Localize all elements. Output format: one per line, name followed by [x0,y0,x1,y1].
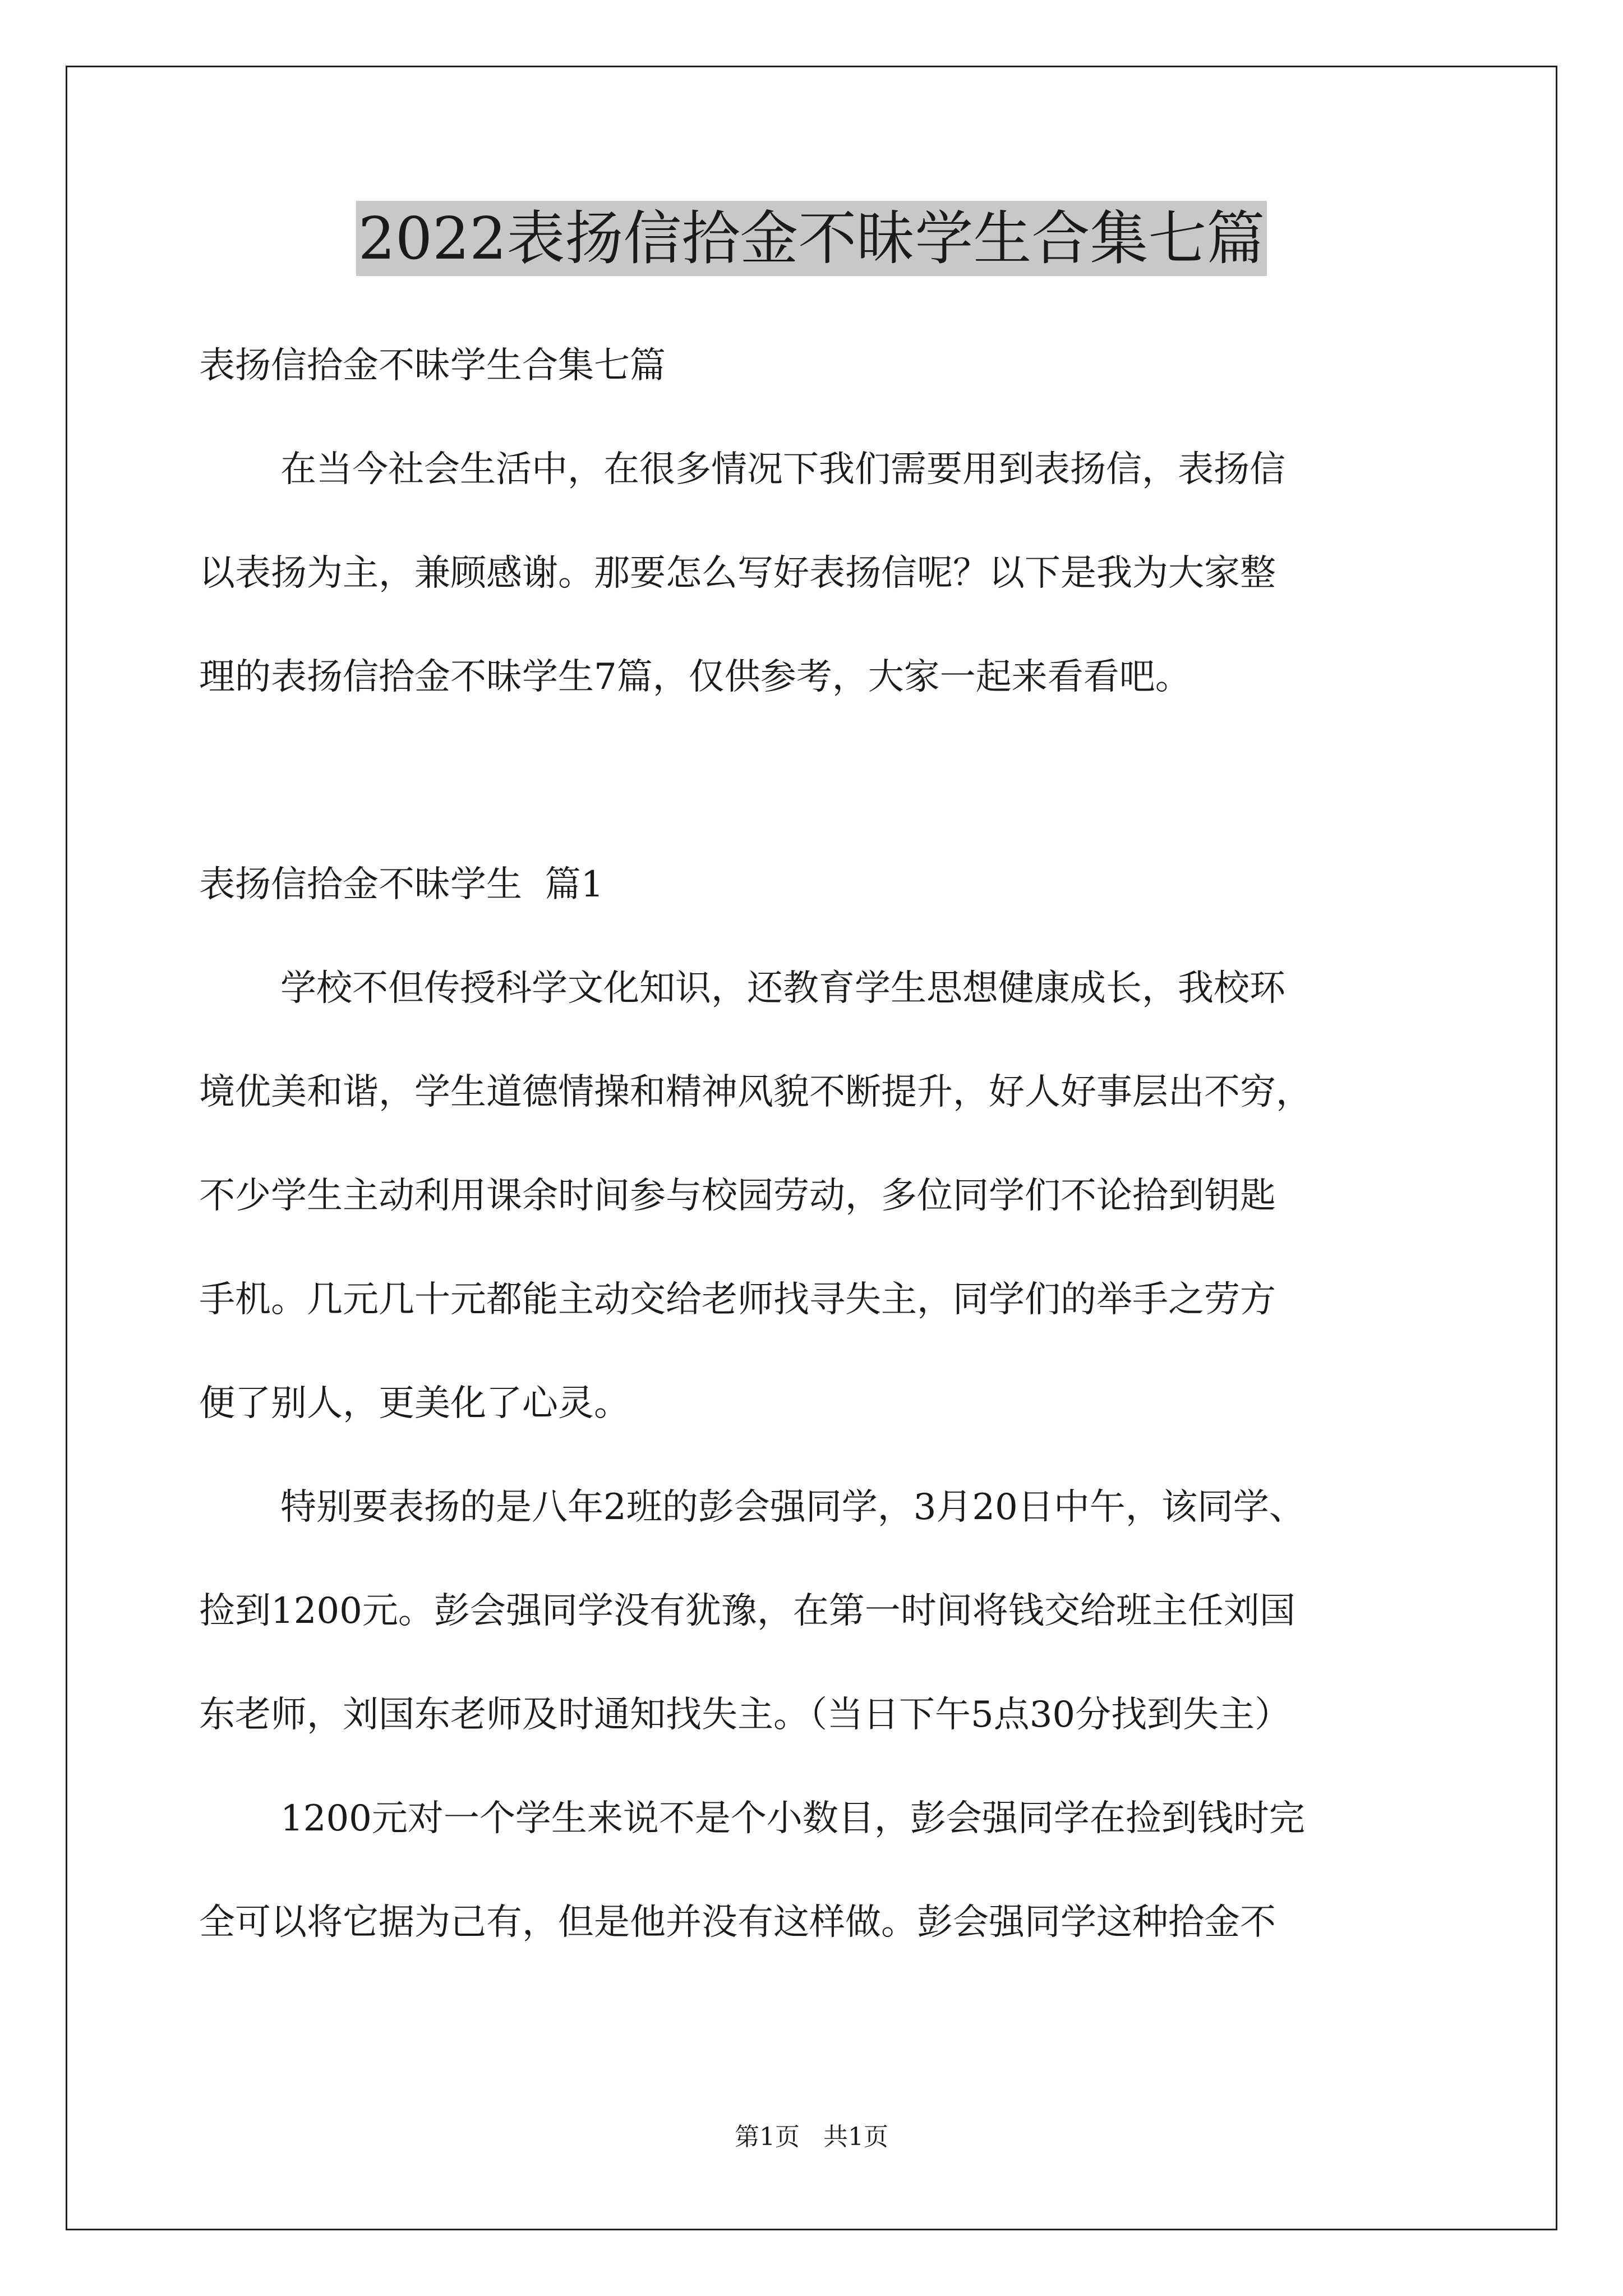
intro-line: 理的表扬信拾金不昧学生7篇，仅供参考，大家一起来看看吧。 [199,656,1191,698]
paragraph-line: 特别要表扬的是八年2班的彭会强同学，3月20日中午，该同学、 [280,1487,1305,1528]
paragraph-line: 不少学生主动利用课余时间参与校园劳动，多位同学们不论拾到钥匙 [199,1175,1276,1217]
page-number: 第1页 [735,2123,800,2151]
document-title: 2022表扬信拾金不昧学生合集七篇 [356,201,1267,276]
intro-line: 在当今社会生活中，在很多情况下我们需要用到表扬信，表扬信 [280,449,1285,490]
page-footer [0,2120,1623,2154]
paragraph-line: 1200元对一个学生来说不是个小数目，彭会强同学在捡到钱时完 [280,1798,1305,1839]
paragraph-line: 全可以将它据为己有，但是他并没有这样做。彭会强同学这种拾金不 [199,1902,1276,1943]
spacer [199,729,1427,833]
page-total: 共1页 [823,2123,888,2151]
paragraph-line: 便了别人，更美化了心灵。 [199,1383,630,1424]
title-container [0,201,1623,276]
paragraph-line: 学校不但传授科学文化知识，还教育学生思想健康成长，我校环 [280,968,1285,1009]
section-heading: 表扬信拾金不昧学生 篇1 [199,864,604,905]
intro-line: 以表扬为主，兼顾感谢。那要怎么写好表扬信呢？以下是我为大家整 [199,553,1276,594]
paragraph-line: 捡到1200元。彭会强同学没有犹豫，在第一时间将钱交给班主任刘国 [199,1590,1295,1632]
paragraph-line: 东老师，刘国东老师及时通知找失主。（当日下午5点30分找到失主） [199,1694,1291,1736]
document-body [199,314,1427,1975]
subtitle: 表扬信拾金不昧学生合集七篇 [199,345,666,386]
paragraph-line: 境优美和谐，学生道德情操和精神风貌不断提升，好人好事层出不穷， [199,1071,1312,1113]
paragraph-line: 手机。几元几十元都能主动交给老师找寻失主，同学们的举手之劳方 [199,1279,1276,1320]
